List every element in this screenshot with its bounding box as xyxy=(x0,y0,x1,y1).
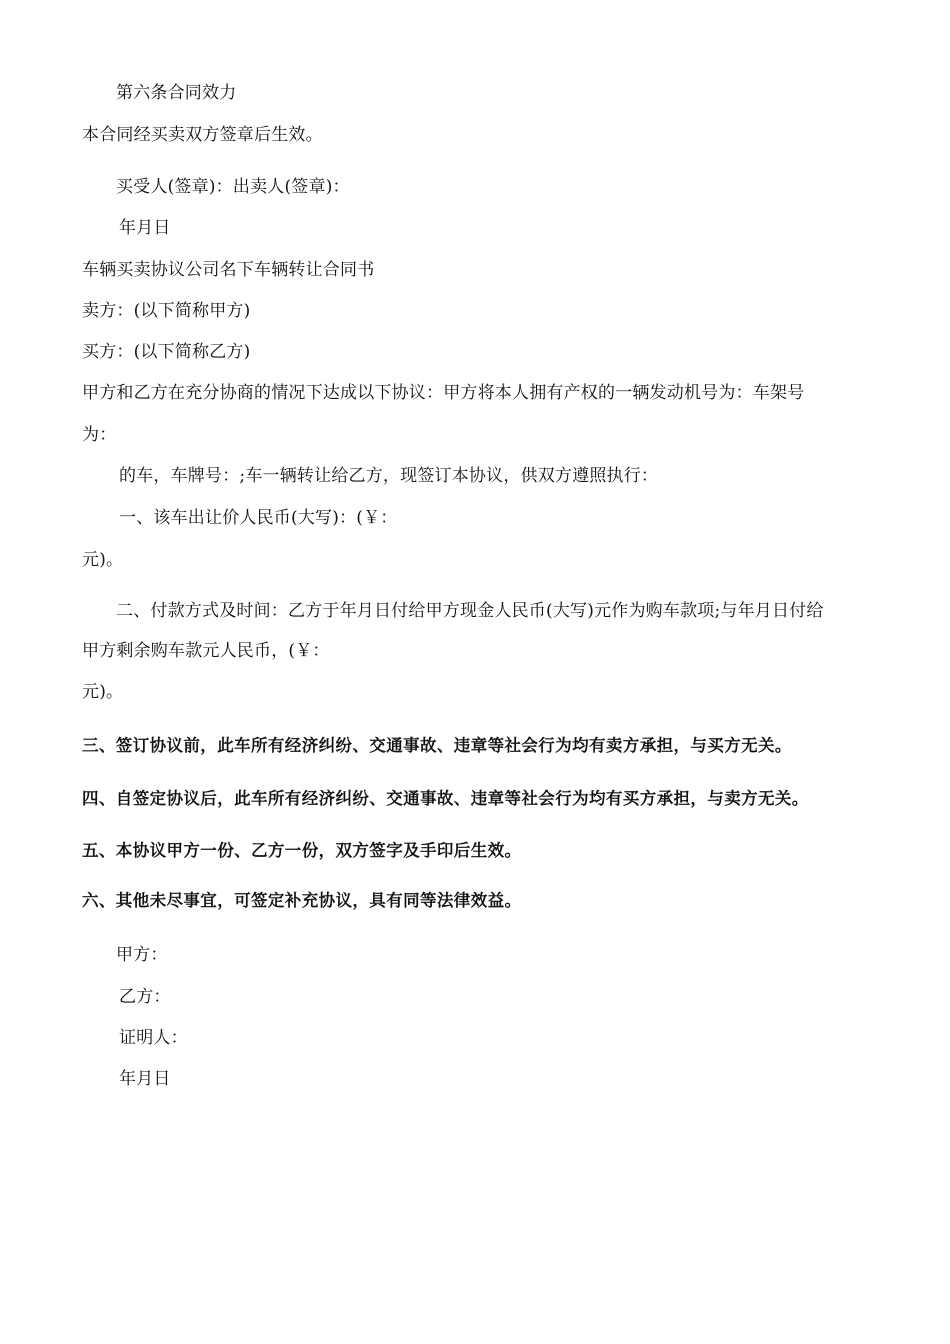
clause-four: 四、自签定协议后，此车所有经济纠纷、交通事故、违章等社会行为均有买方承担，与卖方无关。 xyxy=(82,789,809,808)
signing-date-line: 年月日 xyxy=(119,1069,171,1089)
agreement-intro-line-2: 为： xyxy=(82,425,117,445)
clause-one-line-1: 一、该车出让价人民币(大写)：(￥： xyxy=(119,508,398,528)
seller-line: 卖方：(以下简称甲方) xyxy=(82,301,251,321)
clause-six: 六、其他未尽事宜，可签定补充协议，具有同等法律效益。 xyxy=(82,891,522,910)
party-a-signature: 甲方： xyxy=(116,945,168,965)
party-b-signature: 乙方： xyxy=(119,987,171,1007)
clause-one-line-2: 元)。 xyxy=(82,550,124,570)
article-six-heading: 第六条合同效力 xyxy=(116,83,237,103)
buyer-line: 买方：(以下简称乙方) xyxy=(82,342,251,362)
clause-two-line-3: 元)。 xyxy=(82,682,124,702)
clause-two-line-2: 甲方剩余购车款元人民币，(￥： xyxy=(82,641,330,661)
clause-three: 三、签订协议前，此车所有经济纠纷、交通事故、违章等社会行为均有卖方承担，与买方无关。 xyxy=(82,736,792,755)
clause-two-line-1: 二、付款方式及时间：乙方于年月日付给甲方现金人民币(大写)元作为购车款项;与年月日付给 xyxy=(116,601,824,621)
date-line: 年月日 xyxy=(119,218,171,238)
clause-five: 五、本协议甲方一份、乙方一份，双方签字及手印后生效。 xyxy=(82,841,522,860)
agreement-title: 车辆买卖协议公司名下车辆转让合同书 xyxy=(82,260,375,280)
signature-parties-line: 买受人(签章)：出卖人(签章)： xyxy=(116,177,350,197)
witness-signature: 证明人： xyxy=(119,1028,188,1048)
effectiveness-clause: 本合同经买卖双方签章后生效。 xyxy=(82,125,323,145)
vehicle-plate-line: 的车，车牌号：;车一辆转让给乙方，现签订本协议，供双方遵照执行： xyxy=(119,466,659,486)
agreement-intro-line-1: 甲方和乙方在充分协商的情况下达成以下协议：甲方将本人拥有产权的一辆发动机号为：车架号 xyxy=(82,383,805,403)
